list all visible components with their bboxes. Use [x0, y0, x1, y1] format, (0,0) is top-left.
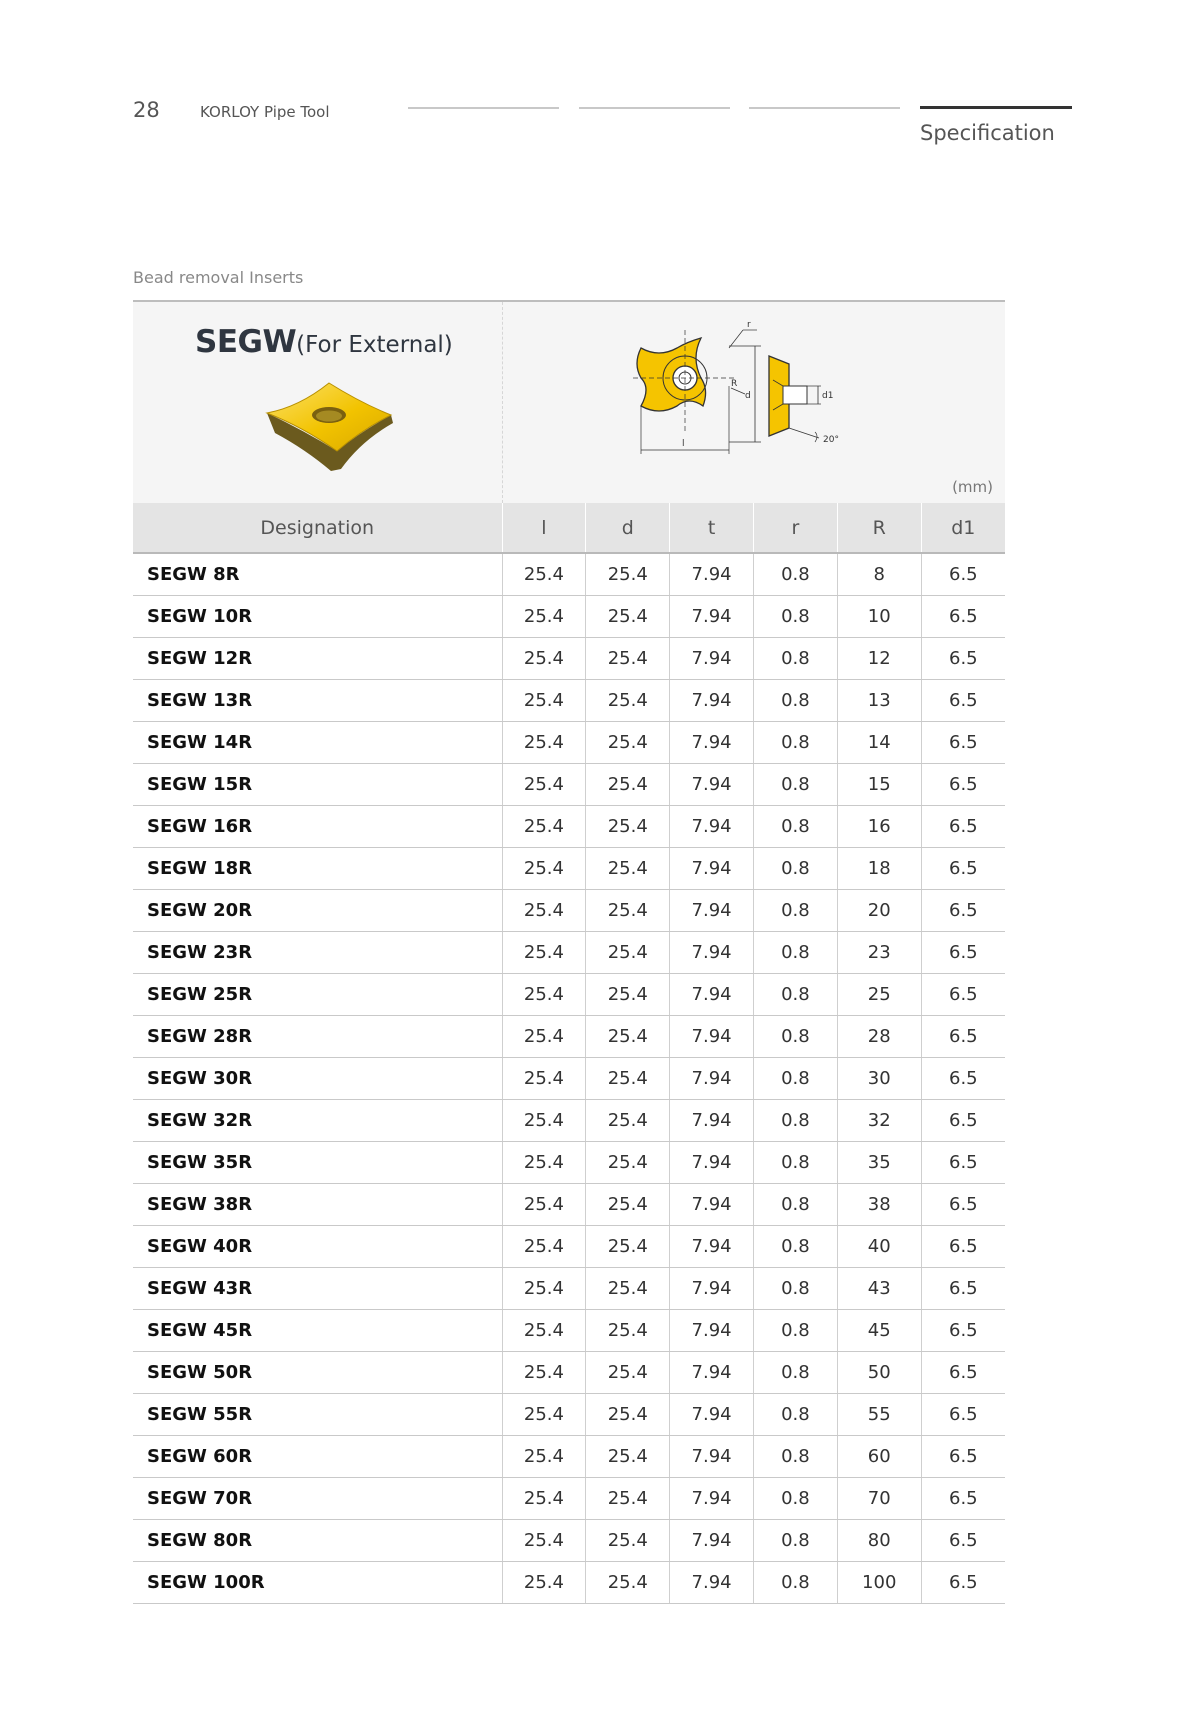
- value-cell: 0.8: [753, 847, 837, 889]
- designation-cell: SEGW 13R: [133, 679, 502, 721]
- value-cell: 25.4: [502, 973, 586, 1015]
- value-cell: 7.94: [670, 1351, 754, 1393]
- value-cell: 0.8: [753, 889, 837, 931]
- value-cell: 7.94: [670, 595, 754, 637]
- designation-cell: SEGW 10R: [133, 595, 502, 637]
- value-cell: 6.5: [921, 1225, 1005, 1267]
- value-cell: 0.8: [753, 553, 837, 595]
- value-cell: 7.94: [670, 931, 754, 973]
- value-cell: 0.8: [753, 1561, 837, 1603]
- value-cell: 40: [837, 1225, 921, 1267]
- value-cell: 6.5: [921, 973, 1005, 1015]
- value-cell: 0.8: [753, 1015, 837, 1057]
- designation-cell: SEGW 45R: [133, 1309, 502, 1351]
- value-cell: 25.4: [586, 763, 670, 805]
- value-cell: 15: [837, 763, 921, 805]
- value-cell: 0.8: [753, 679, 837, 721]
- designation-cell: SEGW 80R: [133, 1519, 502, 1561]
- table-row: [133, 553, 1005, 595]
- value-cell: 0.8: [753, 1141, 837, 1183]
- value-cell: 25.4: [586, 1225, 670, 1267]
- value-cell: 6.5: [921, 637, 1005, 679]
- value-cell: 6.5: [921, 1351, 1005, 1393]
- value-cell: 0.8: [753, 721, 837, 763]
- table-row: [133, 1477, 1005, 1519]
- value-cell: 25.4: [586, 1099, 670, 1141]
- value-cell: 0.8: [753, 1099, 837, 1141]
- value-cell: 0.8: [753, 763, 837, 805]
- unit-label: (mm): [952, 478, 993, 496]
- column-header-t: t: [670, 503, 754, 553]
- value-cell: 25.4: [502, 847, 586, 889]
- value-cell: 25.4: [502, 637, 586, 679]
- value-cell: 6.5: [921, 1141, 1005, 1183]
- value-cell: 7.94: [670, 1435, 754, 1477]
- value-cell: 25.4: [586, 1267, 670, 1309]
- value-cell: 7.94: [670, 679, 754, 721]
- value-cell: 6.5: [921, 847, 1005, 889]
- value-cell: 25.4: [502, 1393, 586, 1435]
- drawing-label-l: l: [682, 439, 685, 449]
- table-row: [133, 1309, 1005, 1351]
- product-note: (For External): [296, 332, 453, 358]
- table-row: [133, 889, 1005, 931]
- value-cell: 7.94: [670, 889, 754, 931]
- header-rule-active: [920, 106, 1072, 109]
- table-row: [133, 805, 1005, 847]
- value-cell: 7.94: [670, 847, 754, 889]
- value-cell: 23: [837, 931, 921, 973]
- designation-cell: SEGW 23R: [133, 931, 502, 973]
- value-cell: 6.5: [921, 1267, 1005, 1309]
- value-cell: 25.4: [502, 1015, 586, 1057]
- value-cell: 25.4: [586, 931, 670, 973]
- table-row: [133, 1351, 1005, 1393]
- header-rule-1: [408, 107, 559, 109]
- table-row: [133, 1393, 1005, 1435]
- table-row: [133, 931, 1005, 973]
- table-row: [133, 679, 1005, 721]
- value-cell: 0.8: [753, 1477, 837, 1519]
- value-cell: 13: [837, 679, 921, 721]
- value-cell: 45: [837, 1309, 921, 1351]
- value-cell: 0.8: [753, 805, 837, 847]
- value-cell: 20: [837, 889, 921, 931]
- column-header-designation: Designation: [133, 503, 502, 553]
- value-cell: 0.8: [753, 1519, 837, 1561]
- value-cell: 7.94: [670, 1477, 754, 1519]
- table-row: [133, 1561, 1005, 1603]
- designation-cell: SEGW 43R: [133, 1267, 502, 1309]
- drawing-label-d: d: [745, 391, 751, 401]
- value-cell: 38: [837, 1183, 921, 1225]
- table-row: [133, 1099, 1005, 1141]
- value-cell: 25.4: [502, 595, 586, 637]
- value-cell: 28: [837, 1015, 921, 1057]
- value-cell: 25.4: [502, 889, 586, 931]
- value-cell: 25.4: [502, 931, 586, 973]
- designation-cell: SEGW 60R: [133, 1435, 502, 1477]
- section-title: Specification: [920, 121, 1055, 145]
- value-cell: 6.5: [921, 595, 1005, 637]
- designation-cell: SEGW 38R: [133, 1183, 502, 1225]
- header-rule-2: [579, 107, 730, 109]
- value-cell: 25.4: [586, 1015, 670, 1057]
- value-cell: 6.5: [921, 889, 1005, 931]
- value-cell: 25.4: [502, 1183, 586, 1225]
- value-cell: 18: [837, 847, 921, 889]
- value-cell: 6.5: [921, 763, 1005, 805]
- value-cell: 6.5: [921, 1519, 1005, 1561]
- value-cell: 30: [837, 1057, 921, 1099]
- panel-divider: [502, 302, 503, 503]
- value-cell: 0.8: [753, 973, 837, 1015]
- table-body: [133, 553, 1005, 1603]
- value-cell: 35: [837, 1141, 921, 1183]
- value-cell: 0.8: [753, 1183, 837, 1225]
- value-cell: 43: [837, 1267, 921, 1309]
- column-header-d: d: [586, 503, 670, 553]
- value-cell: 25.4: [502, 553, 586, 595]
- value-cell: 7.94: [670, 637, 754, 679]
- value-cell: 25.4: [586, 805, 670, 847]
- value-cell: 25.4: [502, 721, 586, 763]
- value-cell: 7.94: [670, 1015, 754, 1057]
- designation-cell: SEGW 18R: [133, 847, 502, 889]
- value-cell: 25.4: [586, 1561, 670, 1603]
- value-cell: 7.94: [670, 1267, 754, 1309]
- value-cell: 6.5: [921, 805, 1005, 847]
- value-cell: 7.94: [670, 1309, 754, 1351]
- value-cell: 25.4: [586, 1477, 670, 1519]
- value-cell: 6.5: [921, 1477, 1005, 1519]
- value-cell: 0.8: [753, 931, 837, 973]
- value-cell: 25.4: [586, 889, 670, 931]
- drawing-label-d1: d1: [822, 391, 834, 401]
- value-cell: 25.4: [586, 679, 670, 721]
- value-cell: 7.94: [670, 1519, 754, 1561]
- page-number: 28: [133, 98, 160, 122]
- value-cell: 25.4: [502, 1099, 586, 1141]
- value-cell: 25.4: [502, 1141, 586, 1183]
- value-cell: 25.4: [502, 1057, 586, 1099]
- spec-table: [133, 503, 1005, 1604]
- brand-label: KORLOY Pipe Tool: [200, 103, 330, 121]
- value-cell: 6.5: [921, 1183, 1005, 1225]
- value-cell: 7.94: [670, 1393, 754, 1435]
- value-cell: 7.94: [670, 553, 754, 595]
- designation-cell: SEGW 32R: [133, 1099, 502, 1141]
- column-header-r: r: [753, 503, 837, 553]
- value-cell: 0.8: [753, 1225, 837, 1267]
- value-cell: 25.4: [586, 973, 670, 1015]
- designation-cell: SEGW 20R: [133, 889, 502, 931]
- insert-drawing: [633, 320, 893, 480]
- value-cell: 25.4: [502, 679, 586, 721]
- value-cell: 6.5: [921, 1309, 1005, 1351]
- value-cell: 0.8: [753, 637, 837, 679]
- value-cell: 25.4: [586, 847, 670, 889]
- designation-cell: SEGW 15R: [133, 763, 502, 805]
- value-cell: 10: [837, 595, 921, 637]
- value-cell: 0.8: [753, 1309, 837, 1351]
- value-cell: 50: [837, 1351, 921, 1393]
- designation-cell: SEGW 25R: [133, 973, 502, 1015]
- value-cell: 25.4: [586, 1435, 670, 1477]
- value-cell: 0.8: [753, 1393, 837, 1435]
- designation-cell: SEGW 28R: [133, 1015, 502, 1057]
- value-cell: 6.5: [921, 1561, 1005, 1603]
- value-cell: 6.5: [921, 1015, 1005, 1057]
- value-cell: 70: [837, 1477, 921, 1519]
- value-cell: 6.5: [921, 721, 1005, 763]
- value-cell: 60: [837, 1435, 921, 1477]
- table-row: [133, 1183, 1005, 1225]
- value-cell: 25.4: [586, 1183, 670, 1225]
- value-cell: 7.94: [670, 1141, 754, 1183]
- value-cell: 25.4: [502, 763, 586, 805]
- table-row: [133, 1141, 1005, 1183]
- value-cell: 25.4: [502, 1477, 586, 1519]
- value-cell: 7.94: [670, 1057, 754, 1099]
- table-row: [133, 973, 1005, 1015]
- designation-cell: SEGW 70R: [133, 1477, 502, 1519]
- table-row: [133, 721, 1005, 763]
- value-cell: 100: [837, 1561, 921, 1603]
- table-row: [133, 595, 1005, 637]
- value-cell: 7.94: [670, 1099, 754, 1141]
- value-cell: 25.4: [502, 1309, 586, 1351]
- designation-cell: SEGW 50R: [133, 1351, 502, 1393]
- insert-photo: [253, 377, 403, 477]
- header-rule-3: [749, 107, 900, 109]
- drawing-label-R: R: [731, 379, 738, 389]
- designation-cell: SEGW 40R: [133, 1225, 502, 1267]
- table-row: [133, 637, 1005, 679]
- drawing-label-r: r: [747, 320, 751, 330]
- value-cell: 8: [837, 553, 921, 595]
- table-row: [133, 1225, 1005, 1267]
- value-cell: 25.4: [502, 805, 586, 847]
- table-row: [133, 1519, 1005, 1561]
- value-cell: 25.4: [586, 1309, 670, 1351]
- table-row: [133, 847, 1005, 889]
- value-cell: 25.4: [586, 637, 670, 679]
- designation-cell: SEGW 8R: [133, 553, 502, 595]
- value-cell: 0.8: [753, 1057, 837, 1099]
- table-row: [133, 763, 1005, 805]
- value-cell: 25.4: [586, 553, 670, 595]
- value-cell: 25.4: [586, 595, 670, 637]
- table-row: [133, 1057, 1005, 1099]
- value-cell: 6.5: [921, 1099, 1005, 1141]
- value-cell: 0.8: [753, 1267, 837, 1309]
- product-title: [195, 324, 453, 360]
- value-cell: 25.4: [586, 1141, 670, 1183]
- value-cell: 0.8: [753, 1351, 837, 1393]
- designation-cell: SEGW 35R: [133, 1141, 502, 1183]
- column-header-d1: d1: [921, 503, 1005, 553]
- value-cell: 16: [837, 805, 921, 847]
- value-cell: 0.8: [753, 1435, 837, 1477]
- value-cell: 7.94: [670, 763, 754, 805]
- table-row: [133, 1435, 1005, 1477]
- value-cell: 7.94: [670, 1561, 754, 1603]
- designation-cell: SEGW 14R: [133, 721, 502, 763]
- value-cell: 25.4: [502, 1267, 586, 1309]
- designation-cell: SEGW 12R: [133, 637, 502, 679]
- product-code: SEGW: [195, 324, 297, 360]
- value-cell: 25.4: [586, 1351, 670, 1393]
- value-cell: 7.94: [670, 805, 754, 847]
- column-header-l: l: [502, 503, 586, 553]
- table-header-row: [133, 503, 1005, 553]
- value-cell: 14: [837, 721, 921, 763]
- value-cell: 32: [837, 1099, 921, 1141]
- value-cell: 80: [837, 1519, 921, 1561]
- drawing-label-angle: 20°: [823, 435, 839, 445]
- value-cell: 6.5: [921, 1393, 1005, 1435]
- value-cell: 25: [837, 973, 921, 1015]
- value-cell: 25.4: [502, 1225, 586, 1267]
- value-cell: 6.5: [921, 1057, 1005, 1099]
- column-header-r: R: [837, 503, 921, 553]
- value-cell: 6.5: [921, 679, 1005, 721]
- table-row: [133, 1015, 1005, 1057]
- value-cell: 6.5: [921, 553, 1005, 595]
- value-cell: 6.5: [921, 931, 1005, 973]
- value-cell: 25.4: [586, 1057, 670, 1099]
- value-cell: 7.94: [670, 1225, 754, 1267]
- value-cell: 7.94: [670, 721, 754, 763]
- value-cell: 25.4: [586, 1393, 670, 1435]
- value-cell: 7.94: [670, 973, 754, 1015]
- value-cell: 25.4: [502, 1519, 586, 1561]
- value-cell: 25.4: [502, 1561, 586, 1603]
- table-row: [133, 1267, 1005, 1309]
- value-cell: 25.4: [586, 721, 670, 763]
- value-cell: 55: [837, 1393, 921, 1435]
- value-cell: 0.8: [753, 595, 837, 637]
- product-panel: [133, 300, 1005, 503]
- designation-cell: SEGW 100R: [133, 1561, 502, 1603]
- value-cell: 7.94: [670, 1183, 754, 1225]
- designation-cell: SEGW 55R: [133, 1393, 502, 1435]
- designation-cell: SEGW 16R: [133, 805, 502, 847]
- value-cell: 6.5: [921, 1435, 1005, 1477]
- designation-cell: SEGW 30R: [133, 1057, 502, 1099]
- value-cell: 25.4: [502, 1435, 586, 1477]
- page-subtitle: Bead removal Inserts: [133, 268, 304, 287]
- value-cell: 25.4: [502, 1351, 586, 1393]
- value-cell: 25.4: [586, 1519, 670, 1561]
- value-cell: 12: [837, 637, 921, 679]
